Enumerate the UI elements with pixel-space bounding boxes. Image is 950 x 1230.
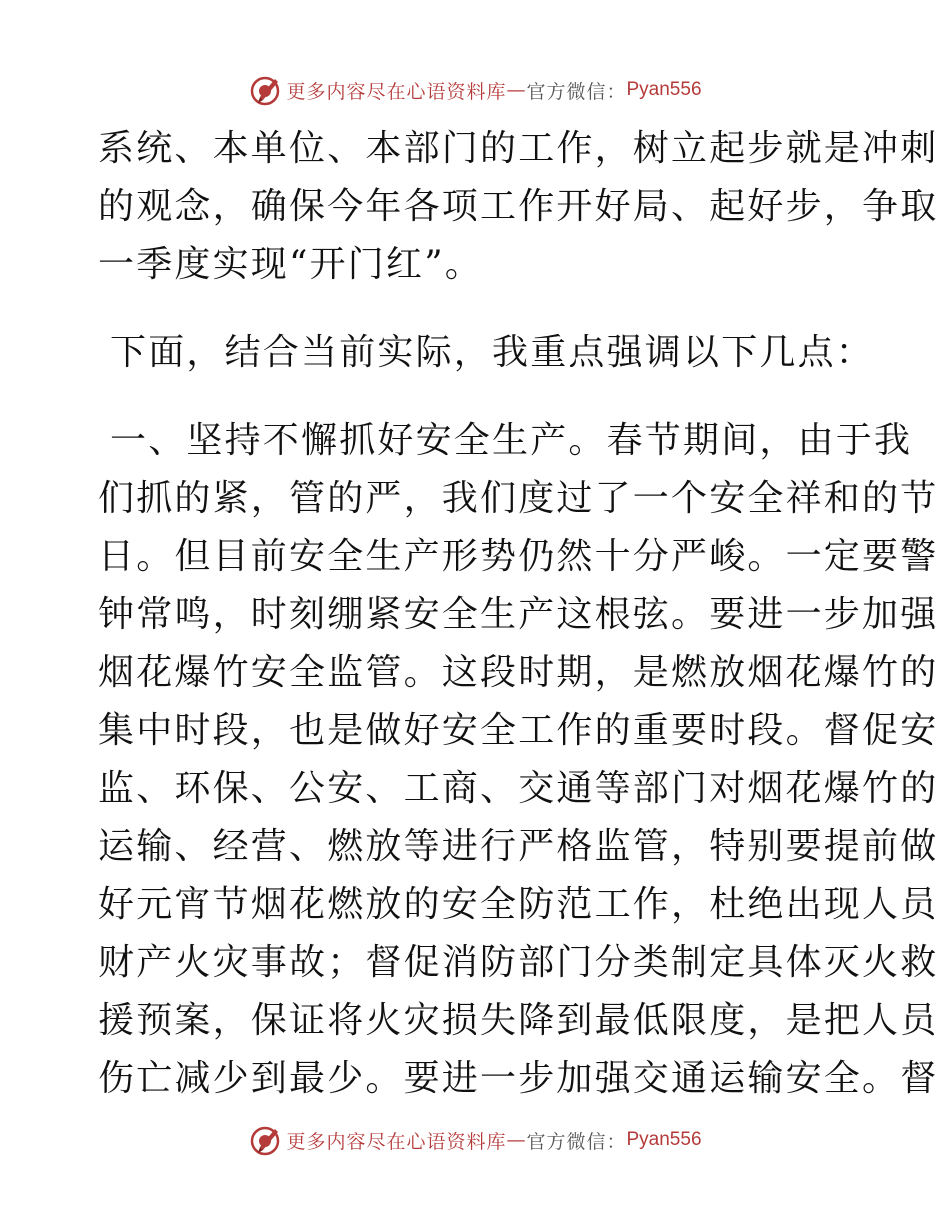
text-line: 伤亡减少到最少。要进一步加强交通运输安全。督 [98,1058,939,1099]
text-line: 钟常鸣，时刻绷紧安全生产这根弦。要进一步加强 [98,594,939,635]
text-line: 下面，结合当前实际，我重点强调以下几点： [110,332,875,373]
paragraph-intro [98,324,875,382]
text-line: 系统、本单位、本部门的工作，树立起步就是冲刺 [98,128,939,169]
document-body [98,120,939,1108]
text-line: 烟花爆竹安全监管。这段时期，是燃放烟花爆竹的 [98,652,939,693]
text-line: 运输、经营、燃放等进行严格监管，特别要提前做 [98,826,939,867]
footer-banner-site: 更多内容尽在心语资料库 [286,1130,507,1153]
text-line: 监、环保、公安、工商、交通等部门对烟花爆竹的 [98,768,939,809]
text-line: 一季度实现“开门红”。 [98,244,484,285]
header-banner-wechat-id: Pyan556 [626,79,702,100]
footer-banner-wechat-id: Pyan556 [626,1129,702,1150]
text-line: 的观念，确保今年各项工作开好局、起好步，争取 [98,186,939,227]
paragraph-section-one [98,412,939,1108]
text-line: 们抓的紧，管的严，我们度过了一个安全祥和的节 [98,478,939,519]
header-banner-site: 更多内容尽在心语资料库 [286,80,507,103]
text-line: 集中时段，也是做好安全工作的重要时段。督促安 [98,710,939,751]
text-line: 援预案，保证将火灾损失降到最低限度，是把人员 [98,1000,939,1041]
header-banner-separator: — [506,79,527,101]
pen-logo-icon [248,73,282,107]
text-line: 日。但目前安全生产形势仍然十分严峻。一定要警 [98,536,939,577]
text-line: 好元宵节烟花燃放的安全防范工作，杜绝出现人员 [98,884,939,925]
footer-banner-label: 官方微信： [526,1130,627,1153]
pen-logo-icon [248,1123,282,1157]
text-line: 财产火灾事故；督促消防部门分类制定具体灭火救 [98,942,939,983]
section-heading-line: 一、坚持不懈抓好安全生产。春节期间，由于我 [110,420,913,461]
paragraph-continuation [98,120,939,294]
header-banner-label: 官方微信： [526,80,627,103]
header-watermark-banner [0,70,950,110]
footer-banner-separator: — [506,1129,527,1151]
footer-watermark-banner [0,1120,950,1160]
